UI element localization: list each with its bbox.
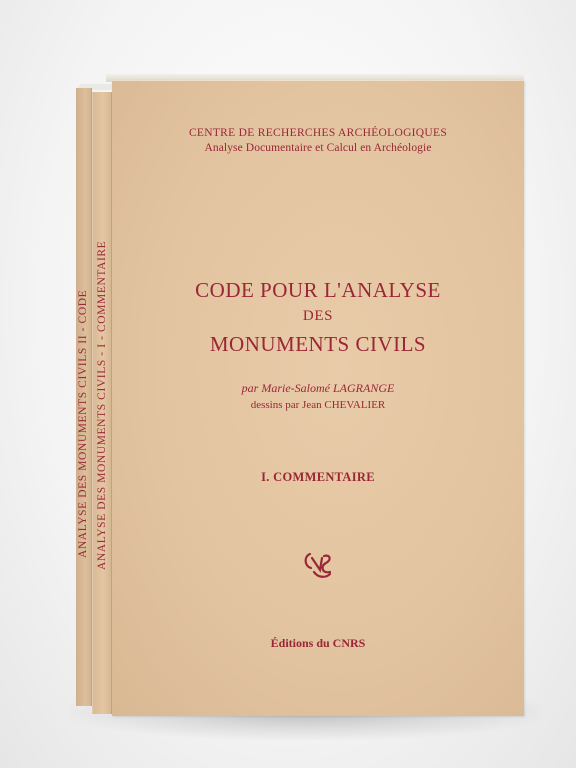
- illustrator-line: dessins par Jean CHEVALIER: [250, 399, 386, 411]
- publisher-line: Éditions du CNRS: [270, 636, 366, 650]
- title-line-3: MONUMENTS CIVILS: [209, 332, 427, 356]
- book-cover: [112, 80, 524, 716]
- series-line-1: CENTRE DE RECHERCHES ARCHÉOLOGIQUES: [188, 127, 448, 139]
- title-line-2: DES: [302, 308, 334, 324]
- cnrs-monogram-icon: [300, 544, 340, 584]
- author-line: par Marie-Salomé LAGRANGE: [241, 381, 395, 395]
- volume-label: I. COMMENTAIRE: [261, 470, 375, 484]
- title-line-1: CODE POUR L'ANALYSE: [195, 278, 441, 302]
- front-spine-title: ANALYSE DES MONUMENTS CIVILS - I - COMMENTAIRE: [96, 240, 108, 570]
- back-spine-title: ANALYSE DES MONUMENTS CIVILS II - CODE: [77, 289, 89, 558]
- series-line-2: Analyse Documentaire et Calcul en Archéologie: [204, 142, 432, 154]
